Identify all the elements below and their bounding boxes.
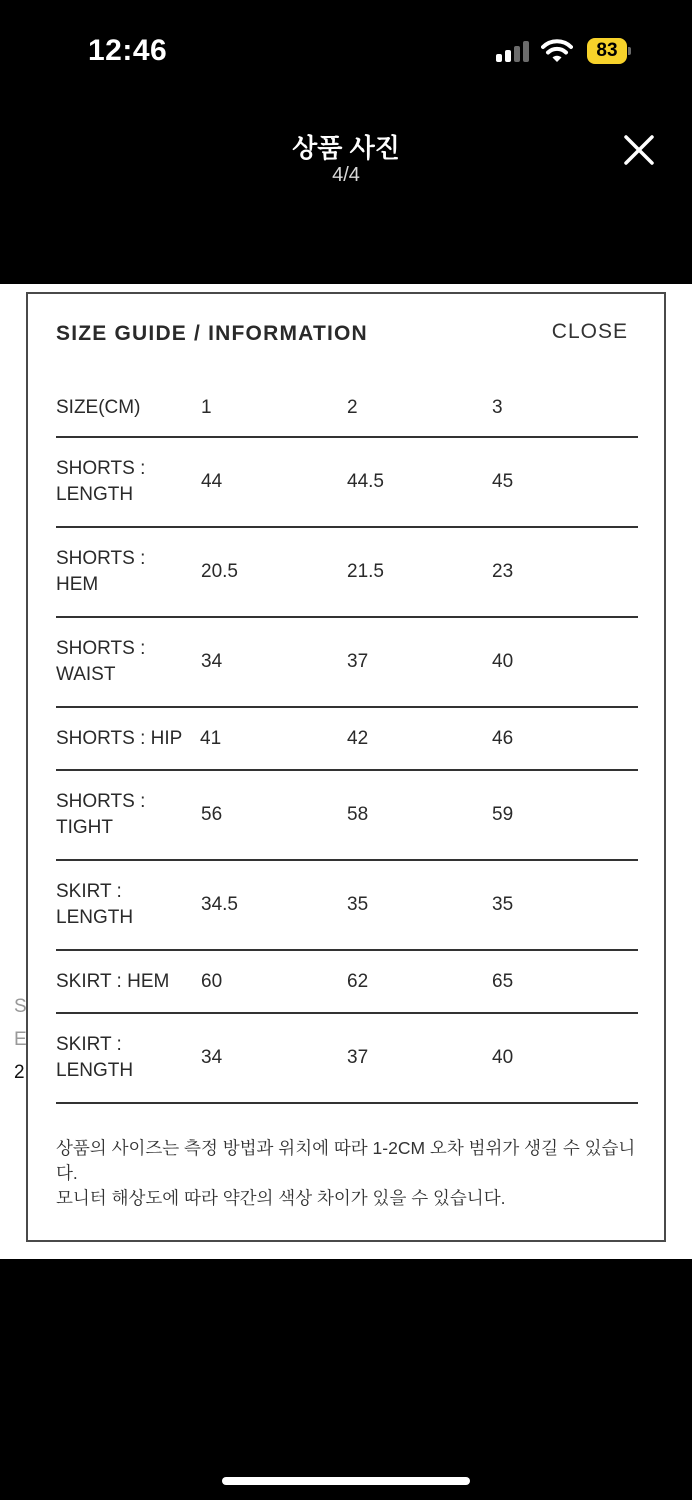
table-row: [56, 528, 638, 618]
size-value: 62: [347, 970, 369, 992]
header-cell: 1: [201, 397, 212, 418]
row-label-line: LENGTH: [56, 907, 134, 928]
image-counter: 4/4: [332, 164, 360, 186]
fragment-text: 2: [14, 1062, 25, 1083]
row-label-line: SHORTS :: [56, 791, 146, 812]
viewer-header: [0, 110, 692, 210]
cellular-signal-icon: [496, 40, 532, 62]
home-indicator[interactable]: [222, 1477, 470, 1485]
note-line: 모니터 해상도에 따라 약간의 색상 차이가 있을 수 있습니다.: [56, 1188, 506, 1208]
row-label: [56, 1032, 206, 1084]
size-value: 34.5: [201, 894, 238, 915]
row-label: SKIRT : HEM: [56, 970, 170, 992]
table-row: [56, 438, 638, 528]
table-row: [56, 951, 638, 1014]
table-row: [56, 708, 638, 771]
size-value: 59: [492, 804, 514, 825]
note-line: 상품의 사이즈는 측정 방법과 위치에 따라 1-2CM 오차 범위가 생길 수 있습니다.: [56, 1138, 636, 1183]
row-label-line: WAIST: [56, 664, 116, 685]
fragment-text: E: [14, 1029, 27, 1050]
row-label: [56, 636, 206, 688]
status-time: 12:46: [88, 34, 168, 67]
table-row: [56, 1014, 638, 1104]
status-bar: [0, 0, 692, 100]
size-guide-close-label: CLOSE: [551, 320, 628, 343]
row-label: [56, 879, 206, 931]
row-label-line: SHORTS :: [56, 548, 146, 569]
size-value: 21.5: [347, 561, 384, 582]
adjacent-image-fragment: [14, 990, 27, 1089]
size-value: 60: [201, 970, 223, 992]
size-table: [56, 380, 638, 1104]
row-label-line: HEM: [56, 574, 99, 595]
size-value: 44: [201, 471, 223, 492]
battery-icon: [587, 38, 631, 64]
size-value: 40: [492, 651, 514, 672]
size-value: 37: [347, 651, 369, 672]
fragment-text: S: [14, 996, 27, 1017]
size-guide-title: SIZE GUIDE / INFORMATION: [56, 322, 368, 345]
table-row: [56, 861, 638, 951]
battery-level: 83: [587, 38, 627, 64]
header-cell: 2: [347, 397, 358, 418]
row-label-line: SKIRT :: [56, 881, 122, 902]
size-value: 41: [200, 727, 222, 749]
product-image[interactable]: [0, 284, 692, 1259]
size-value: 34: [201, 1047, 223, 1068]
row-label-line: LENGTH: [56, 1060, 134, 1081]
header-cell: SIZE(CM): [56, 397, 141, 418]
row-label-line: SHORTS :: [56, 638, 146, 659]
size-value: 35: [347, 894, 369, 915]
table-row: [56, 771, 638, 861]
table-row: [56, 618, 638, 708]
row-label: SHORTS : HIP: [56, 727, 183, 749]
size-guide-panel: [26, 292, 666, 1242]
row-label-line: LENGTH: [56, 484, 134, 505]
header-cell: 3: [492, 397, 503, 418]
size-value: 40: [492, 1047, 514, 1068]
row-label: [56, 546, 206, 598]
size-value: 45: [492, 471, 514, 492]
row-label-line: SHORTS :: [56, 458, 146, 479]
size-value: 65: [492, 970, 514, 992]
viewer-title: 상품 사진: [292, 133, 400, 163]
size-value: 44.5: [347, 471, 384, 492]
row-label: [56, 789, 206, 841]
row-label: [56, 456, 206, 508]
size-value: 35: [492, 894, 514, 915]
size-value: 34: [201, 651, 223, 672]
size-notes: [56, 1136, 646, 1211]
row-label-line: SKIRT :: [56, 1034, 122, 1055]
size-value: 42: [347, 727, 369, 749]
wifi-icon: [541, 38, 573, 64]
row-label-line: TIGHT: [56, 817, 113, 838]
table-header-row: [56, 380, 638, 438]
size-value: 23: [492, 561, 514, 582]
size-value: 56: [201, 804, 223, 825]
close-button[interactable]: [617, 128, 661, 172]
close-icon: [617, 128, 661, 172]
size-value: 20.5: [201, 561, 238, 582]
size-value: 37: [347, 1047, 369, 1068]
size-value: 58: [347, 804, 369, 825]
size-value: 46: [492, 727, 514, 749]
